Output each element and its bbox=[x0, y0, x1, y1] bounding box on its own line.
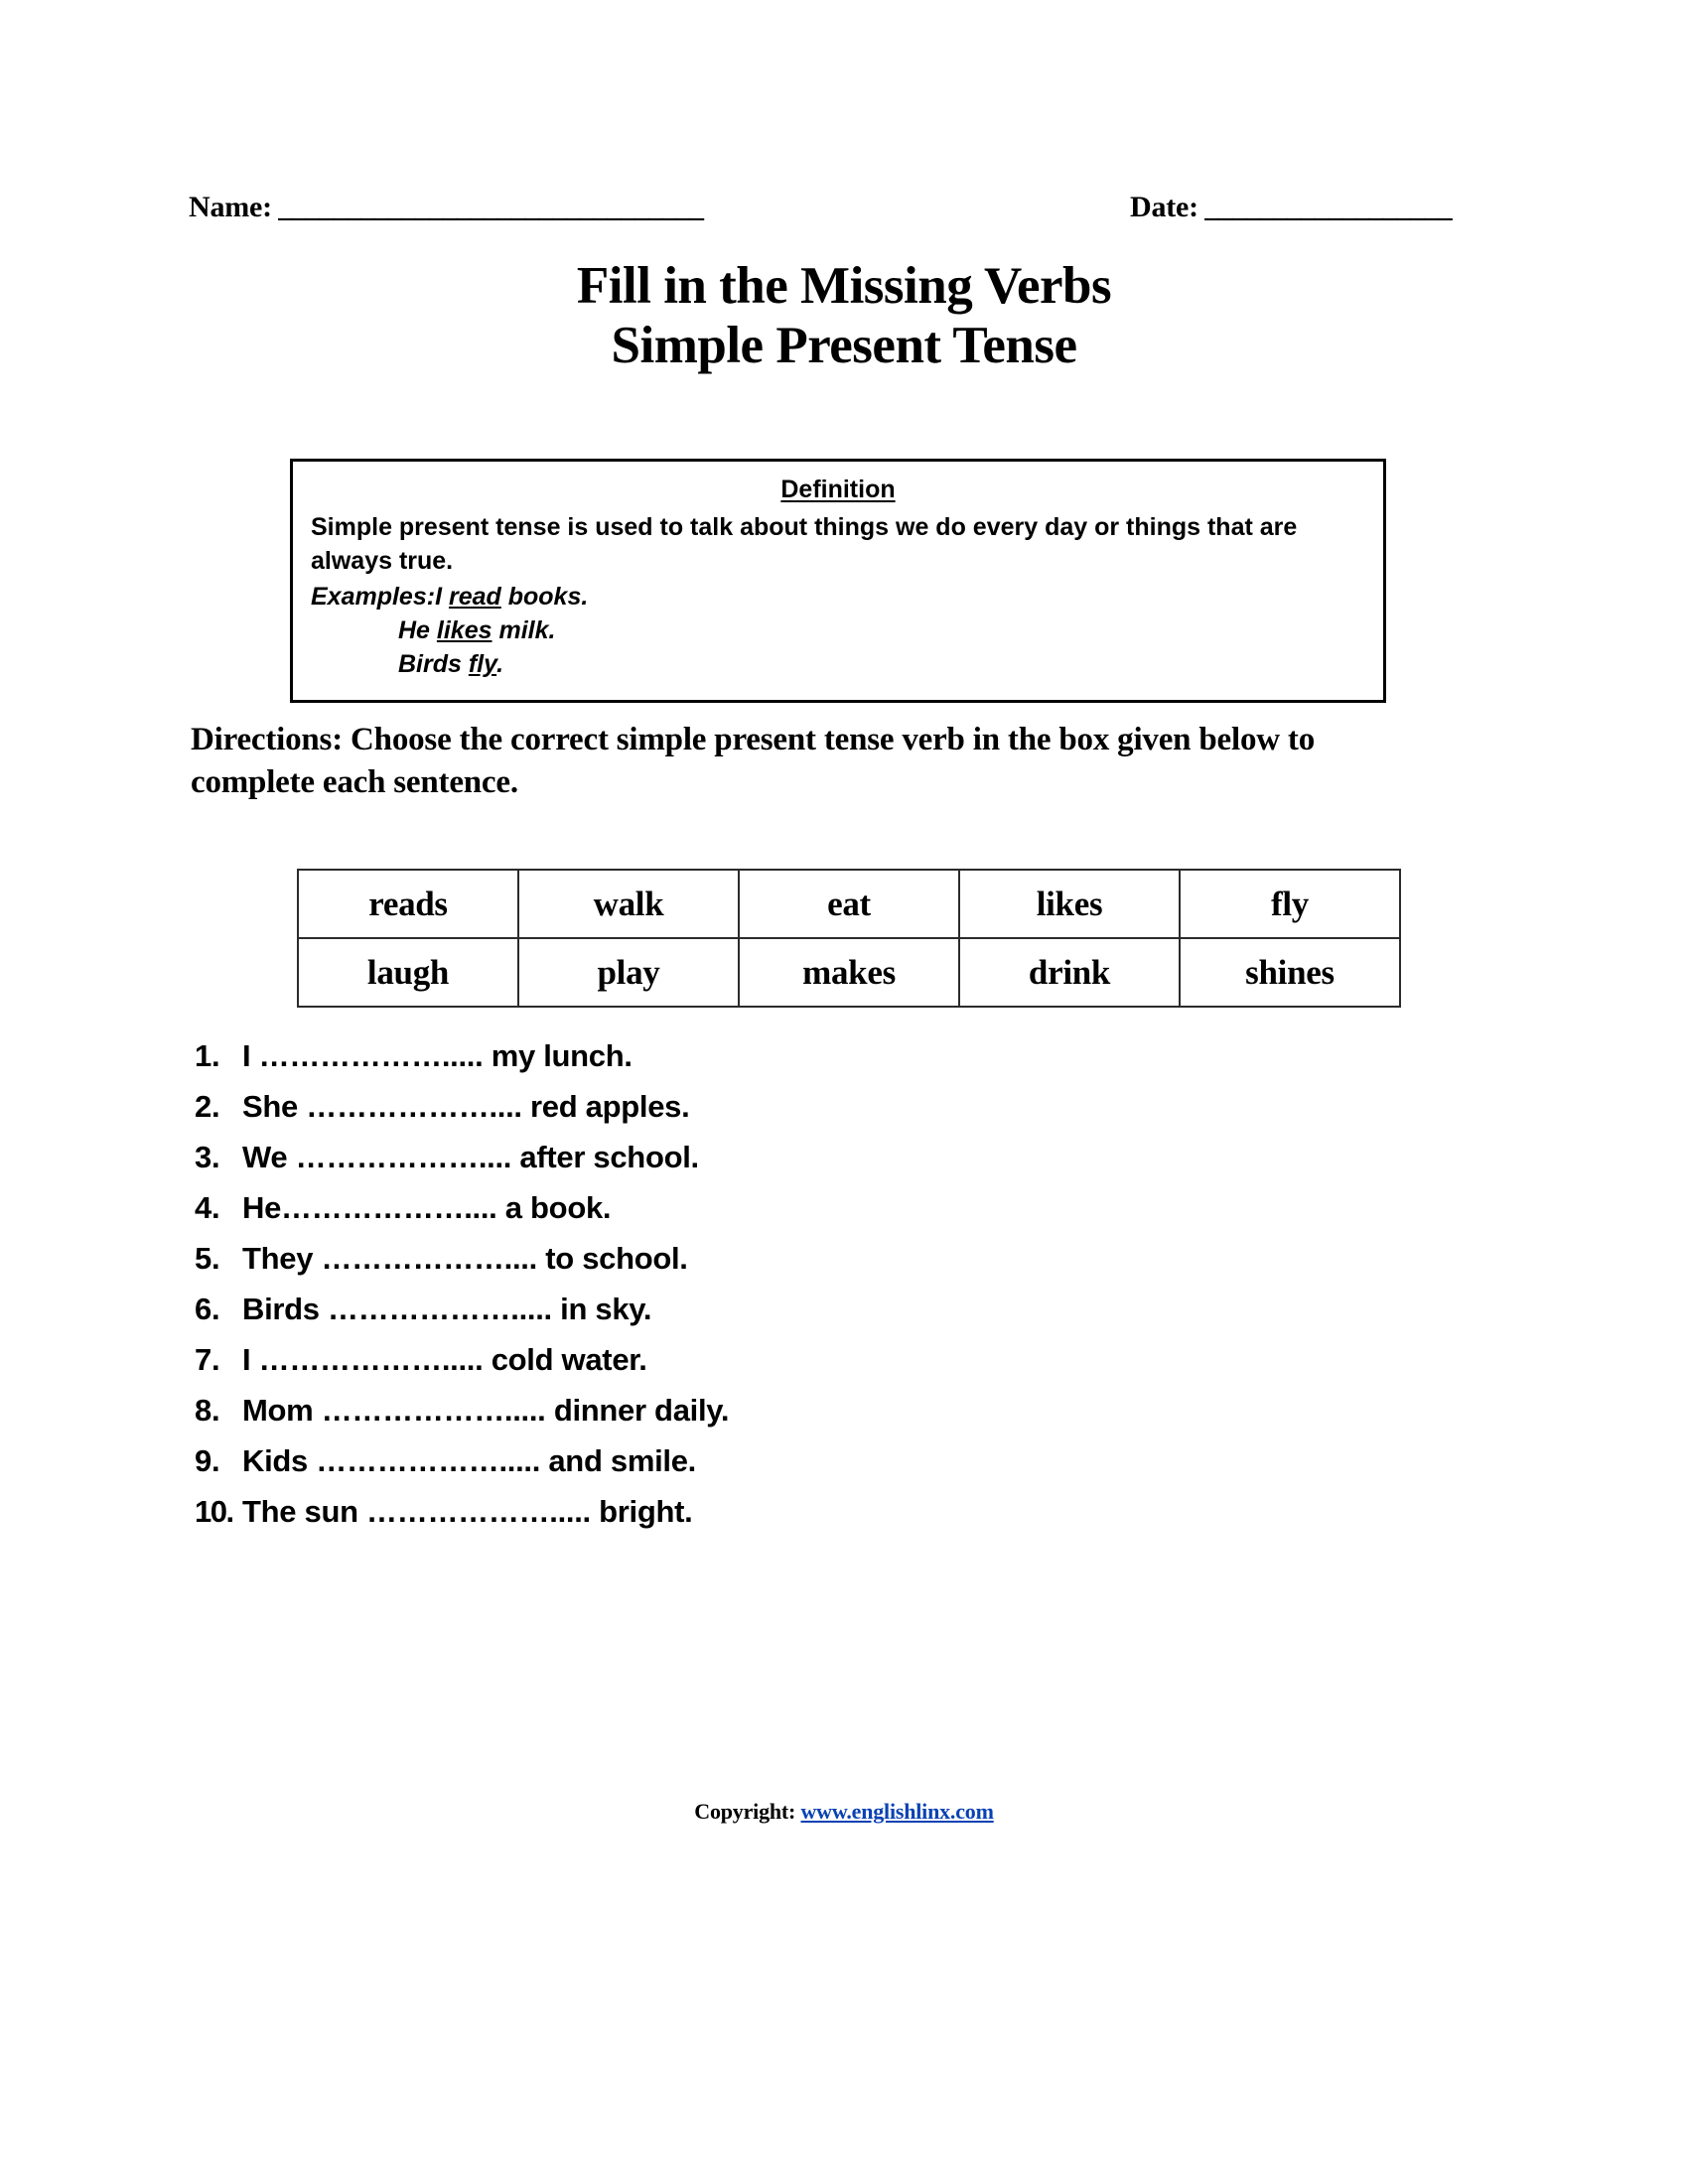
question-text[interactable]: We ……………….... after school. bbox=[242, 1140, 699, 1174]
example-2-suffix: milk. bbox=[492, 616, 556, 645]
student-info-row bbox=[189, 191, 1499, 236]
copyright-label: Copyright: bbox=[694, 1799, 796, 1824]
question-text[interactable]: I ………………..... cold water. bbox=[242, 1342, 647, 1377]
list-item[interactable] bbox=[195, 1241, 1436, 1292]
list-item[interactable] bbox=[195, 1494, 1436, 1545]
directions-text: Directions: Choose the correct simple present tense verb in the box given below to complete each sentence. bbox=[191, 722, 1316, 800]
question-text[interactable]: The sun ………………..... bright. bbox=[242, 1494, 693, 1529]
question-text[interactable]: They ……………….... to school. bbox=[242, 1241, 688, 1276]
question-number: 8. bbox=[195, 1393, 220, 1428]
list-item[interactable] bbox=[195, 1089, 1436, 1140]
definition-box bbox=[290, 459, 1386, 703]
word-bank-cell[interactable]: likes bbox=[959, 870, 1180, 938]
word-bank-cell[interactable]: makes bbox=[739, 938, 959, 1007]
word-bank-table bbox=[297, 869, 1401, 1008]
example-1-verb: read bbox=[448, 583, 501, 612]
definition-heading: Definition bbox=[780, 476, 896, 503]
word-bank-cell[interactable]: laugh bbox=[298, 938, 518, 1007]
date-field-group bbox=[1130, 191, 1502, 224]
example-3-verb: fly bbox=[468, 650, 497, 679]
table-row bbox=[298, 870, 1400, 938]
date-label: Date: bbox=[1130, 191, 1198, 223]
example-1-suffix: books. bbox=[500, 583, 589, 612]
list-item[interactable] bbox=[195, 1038, 1436, 1089]
question-list bbox=[195, 1038, 1436, 1545]
definition-body: Simple present tense is used to talk about things we do every day or things that are always true. bbox=[311, 513, 1298, 576]
question-text[interactable]: Kids ………………..... and smile. bbox=[242, 1443, 696, 1478]
word-bank-cell[interactable]: reads bbox=[298, 870, 518, 938]
list-item[interactable] bbox=[195, 1393, 1436, 1443]
question-number: 5. bbox=[195, 1241, 220, 1276]
question-number: 1. bbox=[195, 1038, 220, 1073]
question-text[interactable]: I ………………..... my lunch. bbox=[242, 1038, 633, 1073]
example-line-2 bbox=[311, 614, 1365, 647]
example-2-prefix: He bbox=[398, 616, 437, 645]
example-1-prefix: I bbox=[435, 583, 449, 612]
question-text[interactable]: Mom ………………..... dinner daily. bbox=[242, 1393, 730, 1428]
name-field-group bbox=[189, 191, 705, 224]
word-bank-cell[interactable]: eat bbox=[739, 870, 959, 938]
englishlinx-link[interactable]: www.englishlinx.com bbox=[800, 1799, 994, 1824]
word-bank-cell[interactable]: drink bbox=[959, 938, 1180, 1007]
question-text[interactable]: Birds ………………..... in sky. bbox=[242, 1292, 652, 1326]
question-number: 9. bbox=[195, 1443, 220, 1478]
question-text[interactable]: He……………….... a book. bbox=[242, 1190, 612, 1225]
example-3-prefix: Birds bbox=[398, 650, 469, 679]
question-number: 10. bbox=[195, 1494, 233, 1529]
copyright-footer bbox=[0, 1799, 1688, 1825]
question-number: 4. bbox=[195, 1190, 220, 1225]
question-number: 6. bbox=[195, 1292, 220, 1326]
question-number: 2. bbox=[195, 1089, 220, 1124]
question-number: 3. bbox=[195, 1140, 220, 1174]
page-title bbox=[0, 256, 1688, 376]
list-item[interactable] bbox=[195, 1140, 1436, 1190]
title-line-2: Simple Present Tense bbox=[611, 317, 1077, 375]
list-item[interactable] bbox=[195, 1292, 1436, 1342]
name-label: Name: bbox=[189, 191, 272, 223]
examples-label: Examples: bbox=[311, 583, 436, 612]
example-line-3 bbox=[311, 647, 1365, 681]
question-number: 7. bbox=[195, 1342, 220, 1377]
title-line-1: Fill in the Missing Verbs bbox=[576, 257, 1112, 315]
word-bank-cell[interactable]: fly bbox=[1180, 870, 1400, 938]
example-line-1 bbox=[311, 580, 1365, 614]
name-write-line[interactable]: _______________________________ bbox=[277, 191, 703, 223]
question-text[interactable]: She ……………….... red apples. bbox=[242, 1089, 690, 1124]
list-item[interactable] bbox=[195, 1190, 1436, 1241]
example-2-verb: likes bbox=[436, 616, 492, 645]
date-write-line[interactable]: __________________ bbox=[1203, 191, 1452, 223]
word-bank-cell[interactable]: walk bbox=[518, 870, 739, 938]
list-item[interactable] bbox=[195, 1443, 1436, 1494]
table-row bbox=[298, 938, 1400, 1007]
example-3-suffix: . bbox=[496, 650, 504, 679]
word-bank-cell[interactable]: play bbox=[518, 938, 739, 1007]
word-bank-cell[interactable]: shines bbox=[1180, 938, 1400, 1007]
list-item[interactable] bbox=[195, 1342, 1436, 1393]
